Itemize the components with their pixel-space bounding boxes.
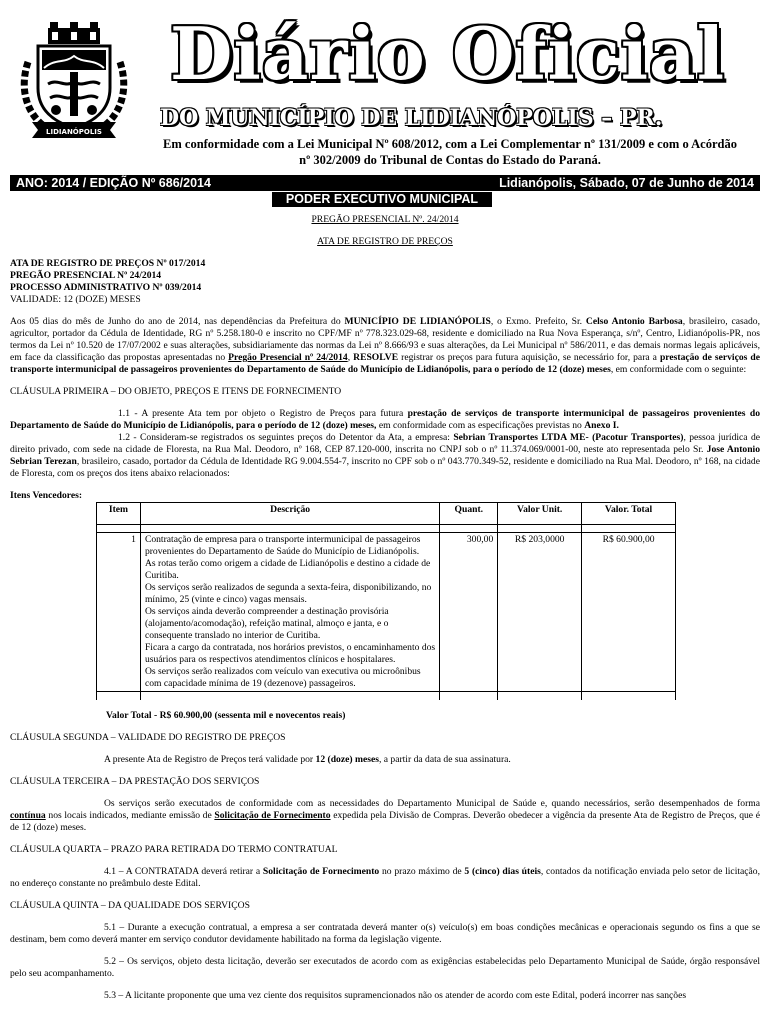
- cell-descricao: Contratação de empresa para o transporte intermunicipal de passageiros provenientes do Departamento de Saúde do Município de Lidianópolis. As rotas terão como origem a cidade de Lidianópolis e destino a cidade de Curitiba. Os serviços serão realizados de segunda a sexta-feira, disponibilizando, no mínimo, 25 (vinte e cinco) vagas mensais. Os serviços ainda deverão compreender a destinação provisória (alojamento/acomodação), refeição matinal, almoço e janta, e o consequente translado no interior de Curitiba. Ficara a cargo da contratada, nos horários previstos, o encaminhamento dos usuários para os respectivos atendimentos clínicos e hospitalares. Os serviços serão realizados com veículo van executiva ou microônibus com capacidade mínima de 19 (dezenove) passageiros.: [140, 533, 439, 692]
- municipal-crest-icon: [14, 22, 134, 140]
- clause-1-title: CLÁUSULA PRIMEIRA – DO OBJETO, PREÇOS E ITENS DE FORNECIMENTO: [10, 386, 342, 397]
- clause-4-title: CLÁUSULA QUARTA – PRAZO PARA RETIRADA DO TERMO CONTRATUAL: [10, 843, 338, 855]
- edition-date: Lidianópolis, Sábado, 07 de Junho de 2014: [499, 176, 754, 190]
- cell-valor-unit: R$ 203,0000: [498, 533, 582, 692]
- clause-5-1: 5.1 – Durante a execução contratual, a empresa a ser contratada deverá manter o(s) veículo(s) em boas condições mecânicas e operacionais segundo os fins a que se destinam, bem como deverá manter em serviço condutor devidamente habilitado na forma da legislação vigente.: [10, 921, 760, 945]
- edition-bar: [10, 175, 760, 191]
- publication-subtitle: DO MUNICÍPIO DE LIDIANÓPOLIS – PR.: [160, 105, 663, 131]
- cell-quant: 300,00: [440, 533, 498, 692]
- col-item: Item: [97, 503, 141, 525]
- clause-2-title: CLÁUSULA SEGUNDA – VALIDADE DO REGISTRO DE PREÇOS: [10, 731, 286, 743]
- table-row: [97, 533, 676, 692]
- table-header-row: [97, 503, 676, 525]
- clause-2-text: A presente Ata de Registro de Preços terá validade por 12 (doze) meses, a partir da data de sua assinatura.: [104, 753, 511, 765]
- clause-1-1: 1.1 - A presente Ata tem por objeto o Registro de Preços para futura prestação de serviços de transporte intermunicipal de passageiros provenientes do Departamento de Saúde do Município de Lidianópolis, para o período de 12 (doze) meses, em conformidade com as especificações previstas no Anexo I.: [10, 408, 760, 431]
- col-descricao: Descrição: [140, 503, 439, 525]
- cell-item: 1: [97, 533, 141, 692]
- valor-total: Valor Total - R$ 60.900,00 (sessenta mil e novecentos reais): [106, 709, 346, 721]
- document-body: [10, 214, 760, 1002]
- clause-1-2: 1.2 - Consideram-se registrados os seguintes preços do Detentor da Ata, a empresa: Sebrian Transportes LTDA ME- (Pacotur Transportes), pessoa jurídica de direito privado, com sede na cidade de Floresta, na Rua Mal. Deodoro, nº 168, CEP 87.120-000, inscrita no CNPJ sob o nº 11.374.069/0001-00, neste ato representada pelo Sr. Jose Antonio Sebrian Terezan, brasileiro, casado, portador da Cédula de Identidade RG 9.004.554-7, inscrito no CPF sob o nº 043.770.349-52, residente e domiciliado na Rua Mal. Deodoro, nº 168, na cidade de Floresta, com os preços dos itens abaixo relacionados:: [10, 432, 761, 479]
- legal-line-2: nº 302/2009 do Tribunal de Contas do Estado do Paraná.: [299, 153, 601, 167]
- clause-5-title: CLÁUSULA QUINTA – DA QUALIDADE DOS SERVIÇOS: [10, 899, 250, 911]
- clause-5-2: 5.2 – Os serviços, objeto desta licitação, deverão ser executados de acordo com as exigências estabelecidas pelo Departamento Municipal de Saúde, órgão responsável pelo seu acompanhamento.: [10, 955, 760, 979]
- doc-heading-pregao: PREGÃO PRESENCIAL Nº. 24/2014: [311, 214, 459, 225]
- section-label: PODER EXECUTIVO MUNICIPAL: [272, 192, 492, 207]
- legal-line-1: Em conformidade com a Lei Municipal Nº 608/2012, com a Lei Complementar nº 131/2009 e com o Acórdão: [163, 137, 737, 151]
- publication-title: Diário Oficial: [170, 11, 726, 96]
- clause-5-3: 5.3 – A licitante proponente que uma vez ciente dos requisitos supramencionados não os atender de acordo com este Edital, poderá incorrer nas sanções: [104, 989, 687, 1001]
- intro-paragraph: Aos 05 dias do mês de Junho do ano de 2014, nas dependências da Prefeitura do MUNICÍPIO DE LIDIANÓPOLIS, o Exmo. Prefeito, Sr. Celso Antonio Barbosa, brasileiro, casado, agricultor, portador da Cédula de Identidade, RG nº 5.258.180-0 e inscrito no CPF/MF nº 778.323.029-68, residente e domiciliado na Rua Nova Esperança, s/nº, Centro, Lidianópolis-PR, nos termos da Lei nº 10.520 de 17/07/2002 e suas alterações, subsidiariamente das normas da Lei nº 8.666/93 e suas alterações, da Lei Municipal nº 586/2011, e das demais normas legais aplicáveis, em face da classificação das propostas apresentadas no Pregão Presencial nº 24/2014, RESOLVE registrar os preços para futura aquisição, se necessário for, para a prestação de serviços de transporte intermunicipal de passageiros provenientes do Departamento de Saúde do Município de Lidianópolis, para o período de 12 (doze) meses, em conformidade com o seguinte:: [10, 316, 761, 375]
- crest-ribbon-text: LIDIANÓPOLIS: [46, 128, 102, 136]
- masthead: [0, 0, 770, 172]
- legal-notice: [140, 136, 760, 168]
- doc-meta-pregao: PREGÃO PRESENCIAL Nº 24/2014: [10, 270, 162, 281]
- clause-3-text: Os serviços serão executados de conformidade com as necessidades do Departamento Municipal de Saúde e, quando necessários, serão desempenhados de forma contínua nos locais indicados, mediante emissão de Solicitação de Fornecimento expedida pela Divisão de Compras. Deverão obedecer a vigência da presente Ata de Registro de Preços, que é de 12 (doze) meses.: [10, 797, 760, 833]
- col-valor-total: Valor. Total: [582, 503, 676, 525]
- doc-meta-ata: ATA DE REGISTRO DE PREÇOS Nº 017/2014: [10, 258, 206, 269]
- col-quant: Quant.: [440, 503, 498, 525]
- doc-meta-validade: VALIDADE: 12 (DOZE) MESES: [10, 294, 141, 305]
- clause-4-1: 4.1 – A CONTRATADA deverá retirar a Solicitação de Fornecimento no prazo máximo de 5 (cinco) dias úteis, contados da notificação enviada pelo setor de licitação, no endereço constante no preâmbulo deste Edital.: [10, 865, 760, 889]
- items-table: [96, 502, 676, 700]
- cell-valor-total: R$ 60.900,00: [582, 533, 676, 692]
- doc-meta-processo: PROCESSO ADMINISTRATIVO Nº 039/2014: [10, 282, 202, 293]
- clause-3-title: CLÁUSULA TERCEIRA – DA PRESTAÇÃO DOS SERVIÇOS: [10, 775, 260, 787]
- edition-number: ANO: 2014 / EDIÇÃO Nº 686/2014: [16, 176, 211, 190]
- doc-heading-ata: ATA DE REGISTRO DE PREÇOS: [317, 236, 453, 247]
- col-valor-unit: Valor Unit.: [498, 503, 582, 525]
- items-label: Itens Vencedores:: [10, 490, 83, 501]
